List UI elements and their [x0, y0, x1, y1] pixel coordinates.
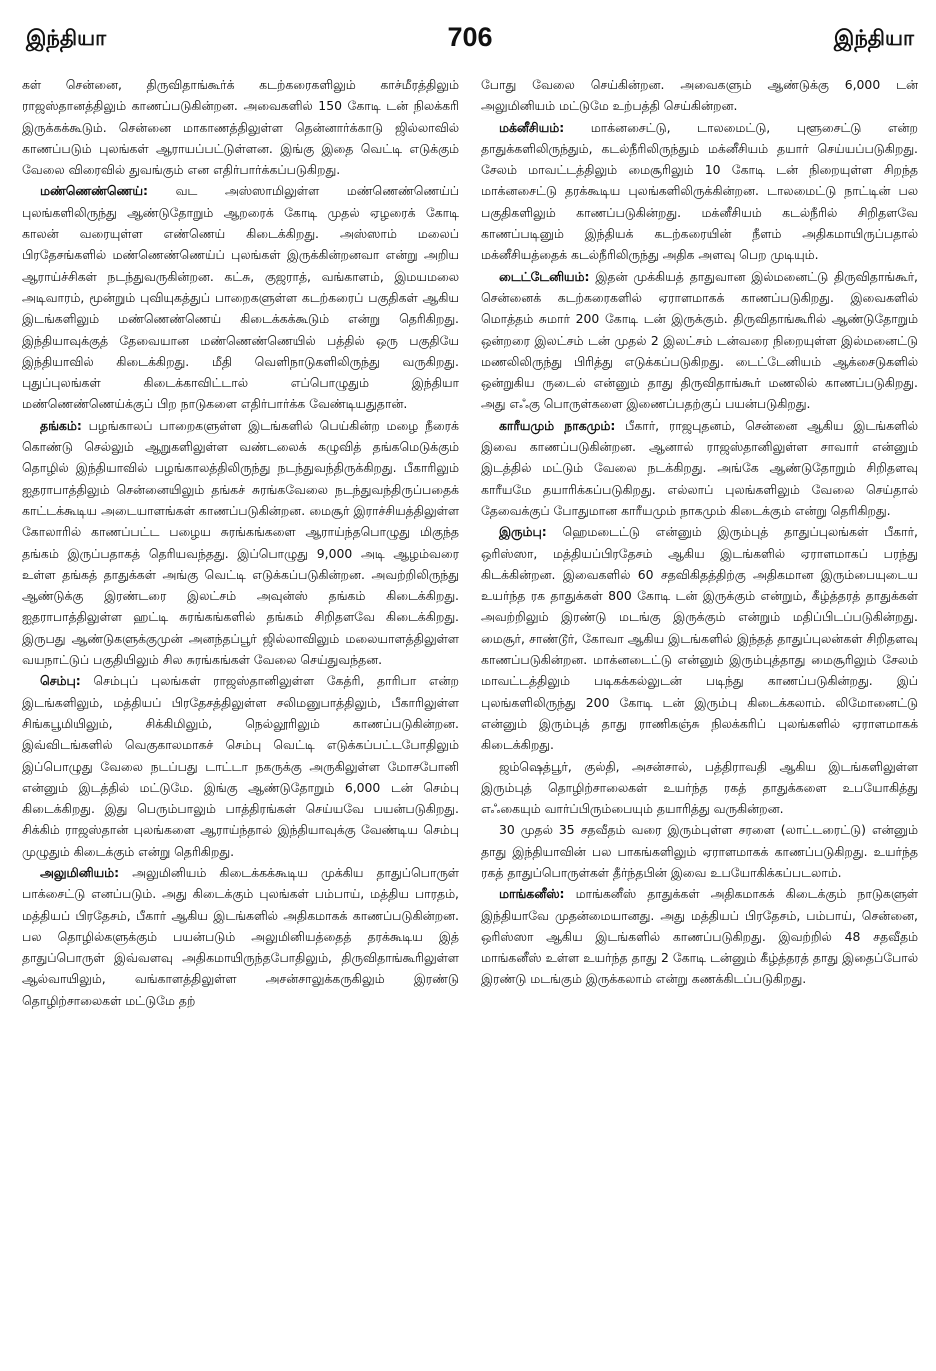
paragraph	[481, 819, 918, 883]
right-column	[481, 74, 918, 1364]
paragraph-text: இதன் முக்கியத் தாதுவான இல்மனைட்டு திருவிதாங்கூர், சென்னைக் கடற்கரைகளில் ஏராளமாகக் காணப்படுகிறது. இவைகளில் மொத்தம் சுமார் 200 கோடி டன் இருக்கும். திருவிதாங்கூரில் ஆண்டுதோறும் ஒன்றரை இலட்சம் டன் முதல் 2 இலட்சம் டன்வரை நிறையுள்ள இல்மனைட்டு மணலிலிருந்து பிரித்து எடுக்கப்படுகிறது. டைட்டேனியம் ஆக்சைடுகளில் ஒன்றுகிய ருடைல் என்னும் தாது திருவிதாங்கூர் மணலில் காணப்படுகிறது. அது எஃகு பொருள்களை இணைப்பதற்குப் பயன்படுகிறது.	[481, 268, 918, 412]
text-columns	[22, 74, 918, 1364]
section-term: மக்னீசியம்:	[499, 119, 565, 135]
paragraph	[481, 266, 918, 415]
paragraph	[22, 670, 459, 862]
paragraph-text: ஜம்ஷெத்பூர், குல்தி, அசன்சால், பத்திராவதி ஆகிய இடங்களிலுள்ள இரும்புத் தொழிற்சாலைகள் உயர்ந்த ரகத் தாதுக்களை உபயோகித்து எஃகையும் வார்ப்பிரும்பையும் தயாரித்து வருகின்றன.	[481, 758, 918, 817]
paragraph-text: பழங்காலப் பாறைகளுள்ள இடங்களில் பெய்கின்ற மழை நீரைக் கொண்டு செல்லும் ஆறுகளிலுள்ள வண்டலைக் கழுவித் தங்கமெடுக்கும் தொழில் இந்தியாவில் பழங்காலத்திலிருந்து நடந்துவந்திருக்கிறது. பீகாரிலும் ஐதராபாத்திலும் சென்னையிலும் தங்கச் சுரங்கவேலை நடந்துவந்திருப்பதைக் காட்டக்கூடிய அடையாளங்கள் காணப்படுகின்றன. மைசூர் இராச்சியத்திலுள்ள கோலாரில் காணப்பட்ட பழைய சுரங்கங்களை ஆராய்ந்தபொழுது மிகுந்த தங்கம் இருப்பதாகத் தெரியவந்தது. இப்பொழுது 9,000 அடி ஆழம்வரை உள்ள தங்கத் தாதுக்கள் அங்கு வெட்டி எடுக்கப்படுகின்றன. அவற்றிலிருந்து ஆண்டுக்கு இரண்டரை இலட்சம் அவுன்ஸ் தங்கம் கிடைக்கிறது. ஐதராபாத்திலுள்ள ஹட்டி சுரங்கங்களில் தங்கம் சிறிதளவே கிடைக்கிறது. இருபது ஆண்டுகளுக்குமுன் அனந்தப்பூர் ஜில்லாவிலும் மலையாளத்திலுள்ள வயநாட்டுப் பகுதியிலும் சில சுரங்கங்கள் வேலை செய்துவந்தன.	[22, 417, 459, 668]
paragraph-text: செம்புப் புலங்கள் ராஜஸ்தானிலுள்ள கேத்ரி, தாரிபா என்ற இடங்களிலும், மத்தியப் பிரதேசத்திலுள்ள சலிமனுபாத்திலும், பீகாரிலுள்ள சிங்கபூமியிலும், சிக்கிமிலும், நெல்லூரிலும் காணப்படுகின்றன. இவ்விடங்களில் வெகுகாலமாகச் செம்பு வெட்டி எடுக்கப்பட்டபோதிலும் இப்பொழுது வேலை நடப்பது டாட்டா நகருக்கு அருகிலுள்ள மோசபோனி என்னும் இடத்தில் மட்டுமே. இங்கு ஆண்டுதோறும் 6,000 டன் செம்பு கிடைக்கிறது. இது பெரும்பாலும் பாத்திரங்கள் செய்யவே பயன்படுகிறது. சிக்கிம் ராஜஸ்தான் புலங்களை ஆராய்ந்தால் இந்தியாவுக்கு வேண்டிய செம்பு முழுதும் கிடைக்கும் என்று தெரிகிறது.	[22, 673, 459, 859]
paragraph	[22, 415, 459, 671]
section-term: செம்பு:	[40, 673, 81, 689]
paragraph-text: மாங்கனீஸ் தாதுக்கள் அதிகமாகக் கிடைக்கும் நாடுகளுள் இந்தியாவே முதன்மையானது. அது மத்தியப் பிரதேசம், பம்பாய், சென்னை, ஒரிஸ்ஸா ஆகிய இடங்களில் காணப்படுகிறது. இவற்றில் 48 சதவீதம் மாங்கனீஸ் உள்ள உயர்ந்த தாது 2 கோடி டன்னும் கீழ்த்தரத் தாது இதைப்போல் இரண்டு மடங்கும் இருக்கலாம் என்று கணக்கிடப்படுகிறது.	[481, 886, 918, 987]
paragraph-text: கள் சென்னை, திருவிதாங்கூர்க் கடற்கரைகளிலும் காச்மீரத்திலும் ராஜஸ்தானத்திலும் காணப்படுகின்றன. அவைகளில் 150 கோடி டன் நிலக்கரி இருக்கக்கூடும். சென்னை மாகாணத்திலுள்ள தென்னார்க்காடு ஜில்லாவில் காணப்படும் புலங்கள் ஆராயப்பட்டுள்ளன. இங்கு இதை வெட்டி எடுக்கும் வேலை விரைவில் துவங்கும் என எதிர்பார்க்கப்படுகிறது.	[22, 77, 459, 178]
section-term: காரீயமும் நாகமும்:	[499, 417, 616, 433]
paragraph	[481, 883, 918, 989]
paragraph	[481, 521, 918, 755]
paragraph	[481, 74, 918, 117]
running-head	[22, 20, 918, 76]
section-term: இரும்பு:	[499, 524, 547, 540]
section-term: தங்கம்:	[40, 417, 82, 433]
paragraph-text: அலுமினியம் கிடைக்கக்கூடிய முக்கிய தாதுப்பொருள் பாக்சைட்டு எனப்படும். அது கிடைக்கும் புலங்கள் பம்பாய், மத்திய பாரதம், மத்தியப் பிரதேசம், பீகார் ஆகிய இடங்களில் அதிகமாகக் காணப்படுகின்றன. பல தொழில்களுக்கும் பயன்படும் அலுமினியத்தைத் தரக்கூடிய இத் தாதுப்பொருள் இவ்வளவு அதிகமாயிருந்தபோதிலும், திருவிதாங்கூரிலுள்ள ஆல்வாயிலும், வங்காளத்திலுள்ள அசன்சாலுக்கருகிலும் இரண்டு தொழிற்சாலைகள் மட்டுமே தற்	[22, 864, 459, 1008]
paragraph	[481, 756, 918, 820]
running-head-left: இந்தியா	[26, 26, 107, 50]
paragraph-text: மாக்னசைட்டு, டாலமைட்டு, புளூசைட்டு என்ற தாதுக்களிலிருந்தும், கடல்நீரிலிருந்தும் மக்னீசியம் தயார் செய்யப்படுகிறது. சேலம் மாவட்டத்திலும் மைசூரிலும் 10 கோடி டன் நிறையுள்ள சிறந்த மாக்னசைட்டு தரக்கூடிய புலங்களிலிருக்கின்றன. டாலமைட்டு நாட்டின் பல பகுதிகளிலும் காணப்படுகின்றது. மக்னீசியம் கடல்நீரில் சிறிதளவே காணப்படினும் இந்தியக் கடற்கரையின் நீளம் அதிகமாயிருப்பதால் மக்னீசியத்தைக் கடல்நீரிலிருந்து அதிக அளவு பெற முடியும்.	[481, 119, 918, 263]
section-term: மாங்கனீஸ்:	[499, 886, 565, 902]
running-head-right: இந்தியா	[833, 26, 914, 50]
section-term: டைட்டேனியம்:	[499, 268, 590, 284]
section-term: மண்ணெண்ணெய்:	[40, 183, 148, 199]
paragraph	[22, 862, 459, 1011]
left-column	[22, 74, 459, 1364]
section-term: அலுமினியம்:	[40, 864, 120, 880]
paragraph	[481, 117, 918, 266]
paragraph	[22, 74, 459, 180]
paragraph-text: 30 முதல் 35 சதவீதம் வரை இரும்புள்ள சரளை (லாட்டரைட்டு) என்னும் தாது இந்தியாவின் பல பாகங்களிலும் ஏராளமாகக் காணப்படுகிறது. உயர்ந்த ரகத் தாதுப்பொருள்கள் தீர்ந்தபின் இவை உபயோகிக்கப்படலாம்.	[481, 822, 918, 880]
paragraph-text: வட அஸ்ஸாமிலுள்ள மண்ணெண்ணெய்ப் புலங்களிலிருந்து ஆண்டுதோறும் ஆறரைக் கோடி முதல் ஏழரைக் கோடி காலன் வரையுள்ள எண்ணெய் கிடைக்கிறது. அஸ்ஸாம் மலைப் பிரதேசங்களில் மண்ணெண்ணெய்ப் புலங்கள் இருக்கின்றனவா என்று அறிய ஆராய்ச்சிகள் நடந்துவருகின்றன. கட்சு, குஜராத், வங்காளம், இமயமலை அடிவாரம், மூன்றும் புவியுகத்துப் பாறைகளுள்ள கடற்கரைப் பகுதிகள் ஆகிய இடங்களிலும் மண்ணெண்ணெய் கிடைக்கக்கூடும் என்று தெரிகிறது. இந்தியாவுக்குத் தேவையான மண்ணெண்ணெயில் பத்தில் ஒரு பகுதியே இந்தியாவில் கிடைக்கிறது. மீதி வெளிநாடுகளிலிருந்து வருகிறது. புதுப்புலங்கள் கிடைக்காவிட்டால் எப்பொழுதும் இந்தியா மண்ணெண்ணெய்க்குப் பிற நாடுகளை எதிர்பார்க்க வேண்டியதுதான்.	[22, 183, 459, 412]
paragraph-text: பீகார், ராஜபுதனம், சென்னை ஆகிய இடங்களில் இவை காணப்படுகின்றன. ஆனால் ராஜஸ்தானிலுள்ள சாவார் என்னும் இடத்தில் மட்டும் வேலை நடக்கிறது. அங்கே ஆண்டுதோறும் சிறிதளவு காரீயமே தயாரிக்கப்படுகிறது. எல்லாப் புலங்களிலும் வேலை செய்தால் தேவைக்குப் போதுமான காரீயமும் நாகமும் கிடைக்கும் என்று தெரிகிறது.	[481, 417, 918, 518]
page-number: 706	[447, 22, 493, 52]
paragraph	[22, 180, 459, 414]
paragraph-text: ஹெமடைட்டு என்னும் இரும்புத் தாதுப்புலங்கள் பீகார், ஒரிஸ்ஸா, மத்தியப்பிரதேசம் ஆகிய இடங்களில் ஏராளமாகப் பரந்து கிடக்கின்றன. இவைகளில் 60 சதவிகிதத்திற்கு அதிகமான இரும்பையுடைய உயர்ந்த ரக தாதுக்கள் 800 கோடி டன் இருக்கும் என்றும், கீழ்த்தரத் தாதுக்கள் அவற்றிலும் இரண்டு மடங்கு இருக்கும் என்றும் மதிப்பிடப்படுகின்றது. மைசூர், சாண்டூர், கோவா ஆகிய இடங்களில் இந்தத் தாதுப்புலன்கள் சிறிதளவு காணப்படுகின்றன. மாக்னடைட்டு என்னும் இரும்புத்தாது மைசூரிலும் சேலம் மாவட்டத்திலும் படிகக்கல்லுடன் படிந்து காணப்படுகின்றது. இப் புலங்களிலிருந்து 200 கோடி டன் இரும்பு கிடைக்கலாம். லிமோனைட்டு என்னும் இரும்புத் தாது ராணிகஞ்சு நிலக்கரிப் புலங்களில் ஏராளமாகக் கிடைக்கிறது.	[481, 524, 918, 753]
paragraph-text: போது வேலை செய்கின்றன. அவைகளும் ஆண்டுக்கு 6,000 டன் அலுமினியம் மட்டுமே உற்பத்தி செய்கின்றன.	[481, 77, 918, 114]
paragraph	[481, 415, 918, 521]
